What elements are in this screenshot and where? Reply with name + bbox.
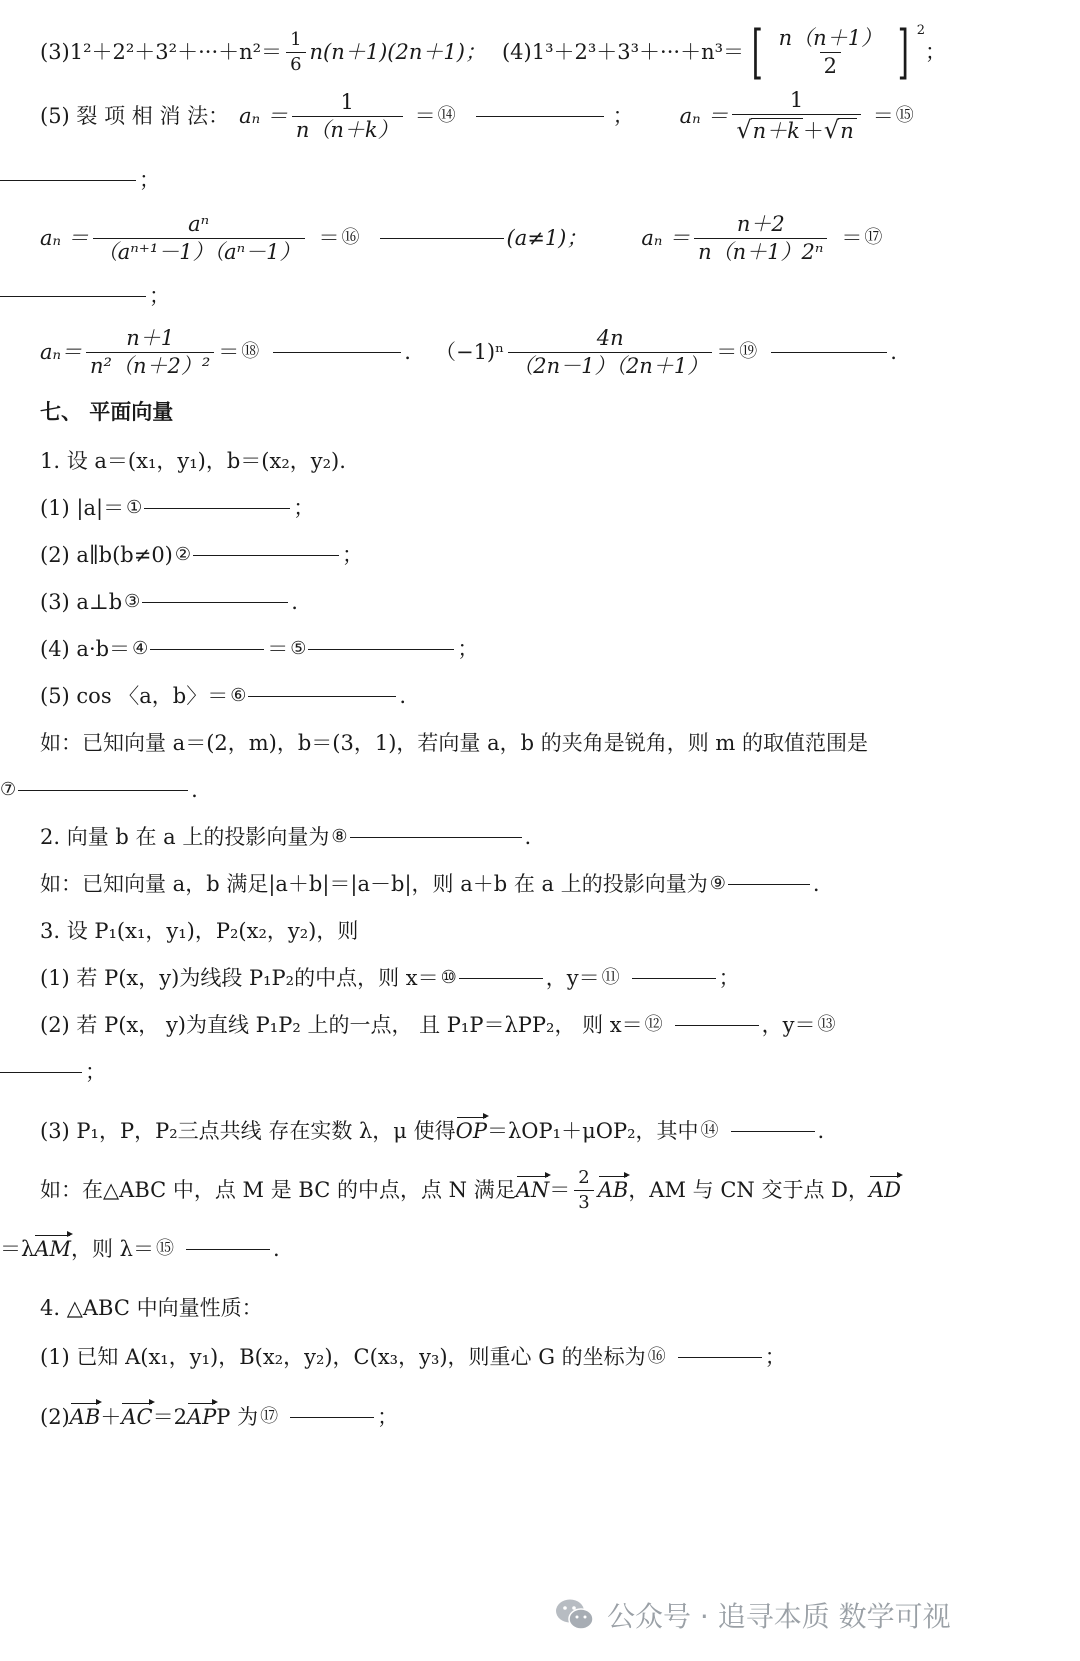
item-1-5 <box>40 682 406 710</box>
formula-sum-squares-cubes <box>40 18 946 86</box>
answer-blank[interactable] <box>186 1248 270 1250</box>
punctuation: ； <box>139 167 160 192</box>
equals: ＝ <box>841 225 863 250</box>
item-label: (3) <box>40 39 70 64</box>
punctuation: ； <box>718 965 740 990</box>
answer-marker-14: ⑭ <box>700 1120 719 1141</box>
equals: ＝2 <box>152 1404 187 1429</box>
fraction-denominator: n（n＋1）2ⁿ <box>694 238 827 263</box>
punctuation: . <box>272 1236 280 1261</box>
fraction-numerator: n＋2 <box>736 211 785 236</box>
answer-blank[interactable] <box>476 115 604 117</box>
fraction-numerator: 1 <box>340 89 354 114</box>
fraction-n1-over-n2-n2 <box>86 325 214 378</box>
equals: ＝ <box>267 636 289 661</box>
answer-blank[interactable] <box>678 1356 762 1358</box>
punctuation: . <box>191 777 198 802</box>
item-1-definition: 1. 设 a＝(x₁，y₁)，b＝(x₂，y₂). <box>40 448 346 473</box>
answer-blank[interactable] <box>308 648 454 650</box>
punctuation: ； <box>457 636 479 661</box>
punctuation: . <box>404 339 411 364</box>
item-label: (5) 裂 项 相 消 法： <box>40 103 230 128</box>
item-4-1-centroid <box>40 1343 786 1371</box>
answer-marker-16: ⑯ <box>647 1346 666 1367</box>
answer-marker-18: ⑱ <box>241 341 260 362</box>
fraction-two-thirds <box>574 1166 593 1213</box>
answer-blank[interactable] <box>18 789 188 791</box>
item-text: ，AM 与 CN 交于点 D， <box>628 1177 869 1202</box>
vector-ab: AB <box>69 1404 101 1429</box>
left-bracket-icon: [ <box>751 18 763 86</box>
answer-blank[interactable] <box>0 1071 82 1073</box>
fraction-denominator: n（n＋k） <box>292 116 403 141</box>
sqrt-radicand: n <box>838 118 857 142</box>
item-1-4 <box>40 635 478 663</box>
item-3-points: 3. 设 P₁(x₁，y₁)，P₂(x₂，y₂)，则 <box>40 918 359 943</box>
item-4-2-midpoint <box>40 1400 398 1434</box>
item-text: ＝λOP₁＋μOP₂，其中 <box>487 1118 699 1143</box>
item-text: 2. 向量 b 在 a 上的投影向量为 <box>40 824 330 849</box>
condition: (a≠1)； <box>506 225 588 250</box>
example-2 <box>40 870 820 898</box>
sum-cubes-left: 1³＋2³＋3³＋···＋n³＝ <box>531 39 745 64</box>
answer-marker-14: ⑭ <box>437 105 456 126</box>
sqrt-icon: √ <box>736 116 752 144</box>
sign-factor: （−1)ⁿ <box>434 339 505 364</box>
item-text: 如：已知向量 a，b 满足|a＋b|＝|a－b|，则 a＋b 在 a 上的投影向量为 <box>40 871 708 896</box>
item-text: (3) P₁，P，P₂三点共线 存在实数 λ，μ 使得 <box>40 1118 456 1143</box>
vector-an: AN <box>515 1177 550 1202</box>
answer-blank[interactable] <box>632 977 716 979</box>
vector-am: AM <box>34 1236 71 1261</box>
answer-blank[interactable] <box>0 179 136 181</box>
equals: ＝ <box>414 103 436 128</box>
item-1-2 <box>40 541 363 569</box>
answer-blank[interactable] <box>150 648 264 650</box>
answer-marker-15: ⑮ <box>895 105 914 126</box>
equals: ＝ <box>318 225 340 250</box>
right-bracket-icon: ] <box>897 18 910 86</box>
fraction-geometric <box>93 211 305 264</box>
answer-marker-6: ⑥ <box>230 685 247 706</box>
item-3-3-collinear <box>40 1114 824 1148</box>
answer-marker-9: ⑨ <box>709 873 726 894</box>
term-an: aₙ＝ <box>40 339 83 364</box>
punctuation: ； <box>612 103 634 128</box>
item-text: 如：在△ABC 中，点 M 是 BC 的中点，点 N 满足 <box>40 1177 516 1202</box>
item-text: ，y＝ <box>545 965 600 990</box>
answer-blank[interactable] <box>728 883 810 885</box>
answer-blank[interactable] <box>731 1130 815 1132</box>
fraction-numerator: 1 <box>789 88 804 112</box>
answer-blank[interactable] <box>290 1416 374 1418</box>
section-heading-vectors: 七、 平面向量 <box>40 399 174 424</box>
wechat-icon <box>555 1597 595 1633</box>
example-1: 如：已知向量 a＝(2，m)，b＝(3，1)，若向量 a，b 的夹角是锐角，则 m 的取值范围是 <box>40 730 868 755</box>
punctuation: . <box>291 589 298 614</box>
punctuation: . <box>524 824 532 849</box>
answer-marker-13: ⑬ <box>817 1014 836 1035</box>
example-3-answer <box>0 1232 280 1266</box>
answer-blank[interactable] <box>142 601 288 603</box>
fraction-numerator: aⁿ <box>188 211 210 236</box>
equals: ＝ <box>218 339 240 364</box>
item-text: (2) a∥b(b≠0) <box>40 542 173 567</box>
fraction-4n-over-2n-1-2n1 <box>508 325 712 378</box>
fraction-denominator <box>732 114 860 142</box>
item-text: ，则 λ＝ <box>70 1236 154 1261</box>
item-label: (4) <box>501 39 532 64</box>
answer-marker-5: ⑤ <box>290 638 307 659</box>
sum-squares-right: n(n＋1)(2n＋1)； <box>309 39 486 64</box>
item-text: (5) cos 〈a，b〉＝ <box>40 683 229 708</box>
item-text: (4) a·b＝ <box>40 636 131 661</box>
fraction-telescoping-1 <box>292 89 403 142</box>
answer-blank[interactable] <box>193 554 339 556</box>
vector-ab: AB <box>597 1177 629 1202</box>
answer-marker-17: ⑰ <box>864 227 883 248</box>
punctuation: ； <box>764 1344 786 1369</box>
item-text: P 为 <box>216 1404 259 1429</box>
punctuation: ； <box>925 39 946 64</box>
answer-blank[interactable] <box>144 507 290 509</box>
punctuation: ； <box>293 495 315 520</box>
item-text: (1) |a|＝ <box>40 495 125 520</box>
answer-marker-19: ⑲ <box>739 341 758 362</box>
answer-marker-4: ④ <box>132 638 149 659</box>
answer-blank[interactable] <box>248 695 396 697</box>
term-an: aₙ ＝ <box>40 225 89 250</box>
fraction-n-n1-over-2 <box>775 25 886 78</box>
fraction-denominator: 2 <box>820 52 841 77</box>
fraction-numerator: n＋1 <box>126 325 175 350</box>
item-text: (3) a⊥b <box>40 589 123 614</box>
answer-marker-11: ⑪ <box>601 967 620 988</box>
punctuation: ； <box>377 1404 399 1429</box>
watermark <box>555 1592 951 1638</box>
fraction-denominator: 6 <box>286 52 305 74</box>
answer-marker-15: ⑮ <box>155 1238 174 1259</box>
item-3-1 <box>40 964 740 992</box>
item-text: ＝λ <box>0 1236 35 1261</box>
equals: ＝ <box>716 339 738 364</box>
term-an: aₙ ＝ <box>679 103 729 128</box>
answer-marker-1: ① <box>126 497 143 518</box>
fraction-n2-over-n-n1-2n <box>694 211 827 264</box>
example-1-answer <box>0 776 198 804</box>
fraction-denominator: （2n－1）（2n＋1） <box>508 352 712 377</box>
fraction-denominator: n²（n＋2）² <box>86 352 214 377</box>
item-3-2 <box>40 1011 838 1039</box>
answer-marker-7: ⑦ <box>0 779 17 800</box>
fraction-denominator: 3 <box>574 1190 593 1212</box>
vector-ap: AP <box>186 1404 217 1429</box>
punctuation: ； <box>149 283 170 308</box>
term-an: aₙ ＝ <box>641 225 691 250</box>
answer-marker-10: ⑩ <box>440 967 457 988</box>
fraction-denominator: （aⁿ⁺¹－1）（aⁿ－1） <box>93 238 305 263</box>
punctuation: . <box>399 683 407 708</box>
equals: ＝ <box>872 103 894 128</box>
punctuation: . <box>812 871 820 896</box>
term-an: aₙ ＝ <box>239 103 288 128</box>
fraction-telescoping-sqrt <box>732 90 860 142</box>
continuation-line <box>0 168 160 192</box>
sum-squares-left: 1²＋2²＋3²＋···＋n²＝ <box>69 39 283 64</box>
formula-telescoping-more <box>40 322 897 382</box>
formula-telescoping <box>40 86 916 146</box>
answer-marker-2: ② <box>174 544 192 565</box>
answer-blank[interactable] <box>0 295 146 297</box>
fraction-one-sixth <box>286 28 305 75</box>
answer-blank[interactable] <box>459 977 543 979</box>
item-text: (1) 若 P(x，y)为线段 P₁P₂的中点，则 x＝ <box>40 965 439 990</box>
answer-marker-12: ⑫ <box>644 1014 663 1035</box>
answer-blank[interactable] <box>273 351 401 353</box>
answer-marker-16: ⑯ <box>341 227 360 248</box>
equals: ＝ <box>549 1177 571 1202</box>
item-text: (1) 已知 A(x₁，y₁)，B(x₂，y₂)，C(x₃，y₃)，则重心 G 的坐标为 <box>40 1344 646 1369</box>
answer-blank[interactable] <box>350 836 522 838</box>
plus: ＋ <box>802 119 824 143</box>
sqrt-radicand: n＋k <box>751 118 803 142</box>
vector-ac: AC <box>121 1404 153 1429</box>
answer-blank[interactable] <box>675 1024 759 1026</box>
fraction-numerator: n（n＋1） <box>778 25 883 50</box>
item-2-projection <box>40 823 531 851</box>
vector-op: OP <box>455 1118 487 1143</box>
answer-marker-17: ⑰ <box>260 1406 279 1427</box>
item-text: ，y＝ <box>761 1012 816 1037</box>
answer-blank[interactable] <box>771 351 887 353</box>
answer-marker-3: ③ <box>124 591 141 612</box>
continuation-line <box>0 284 170 308</box>
plus: ＋ <box>100 1404 122 1429</box>
punctuation: . <box>890 339 897 364</box>
fraction-numerator: 4n <box>596 325 624 350</box>
punctuation: ； <box>342 542 364 567</box>
item-1-3 <box>40 588 298 616</box>
answer-marker-8: ⑧ <box>331 826 348 847</box>
item-1-1 <box>40 494 314 522</box>
punctuation: ； <box>85 1059 106 1084</box>
exponent: 2 <box>916 23 925 38</box>
watermark-text: 公众号 · 追寻本质 数学可视 <box>607 1600 951 1633</box>
item-text: (2) <box>40 1404 70 1429</box>
punctuation: . <box>817 1118 825 1143</box>
fraction-numerator: 2 <box>578 1166 590 1188</box>
fraction-numerator: 1 <box>290 28 302 50</box>
example-3 <box>40 1162 901 1218</box>
continuation-line <box>0 1058 106 1086</box>
formula-geometric-telescoping <box>40 208 884 268</box>
sqrt-icon: √ <box>823 116 840 144</box>
item-text: (2) 若 P(x， y)为直线 P₁P₂ 上的一点， 且 P₁P＝λPP₂， 则 x＝ <box>40 1012 643 1037</box>
item-4-triangle: 4. △ABC 中向量性质： <box>40 1295 263 1320</box>
vector-ad: AD <box>868 1177 901 1202</box>
answer-blank[interactable] <box>380 237 504 239</box>
